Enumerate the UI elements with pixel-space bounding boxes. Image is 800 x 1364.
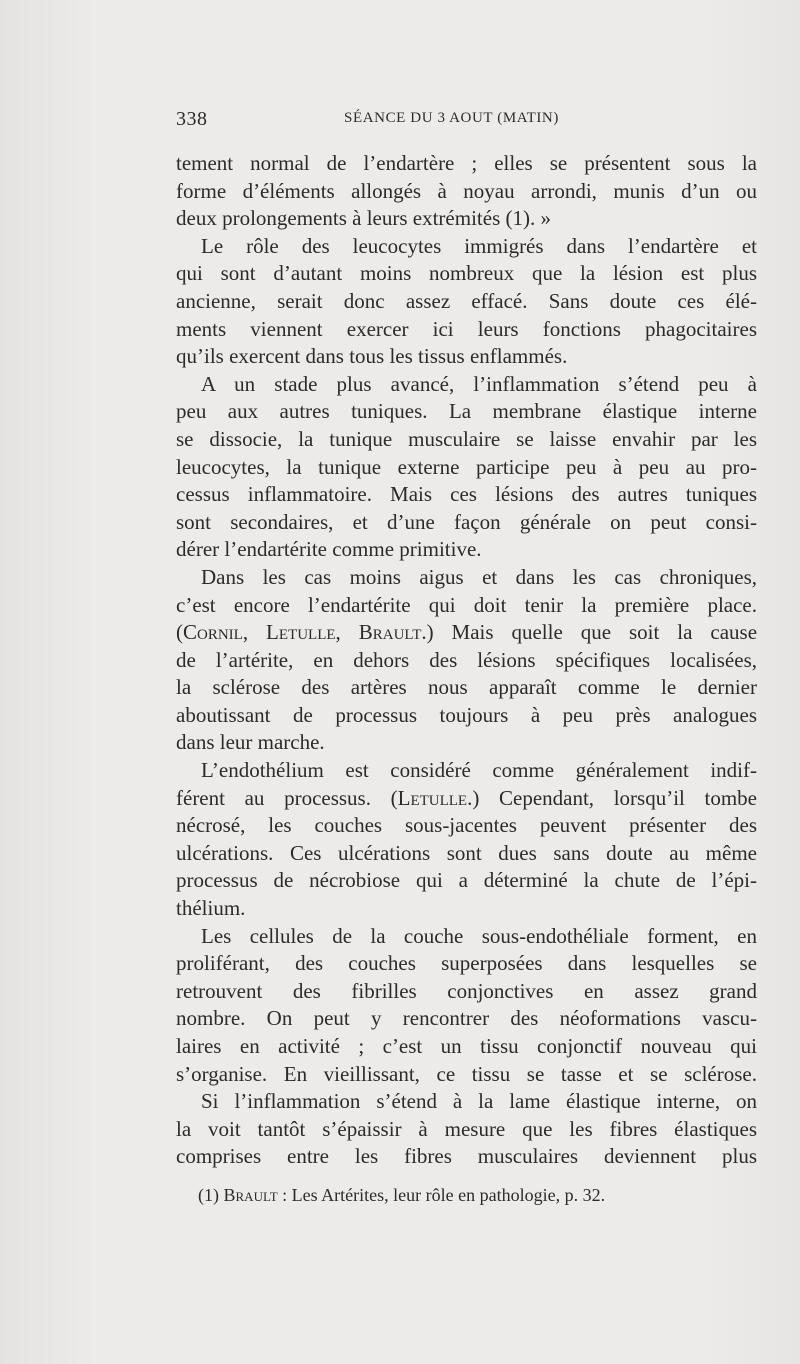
text-line: aboutissant de processus toujours à peu près analogues	[176, 702, 757, 727]
page-number: 338	[176, 108, 208, 130]
text-line: ments viennent exercer ici leurs fonctions phagocitaires	[176, 316, 757, 341]
text-line: tement normal de l’endartère ; elles se présentent sous la	[176, 151, 757, 175]
text-line: sont secondaires, et d’une façon générale on peut consi-	[176, 509, 757, 534]
text-fragment: .) Mais quelle que soit la cause	[421, 620, 758, 645]
paragraph-start-line: Dans les cas moins aigus et dans les cas chroniques,	[201, 564, 757, 589]
text-line: nombre. On peut y rencontrer des néoformations vascu-	[176, 1006, 757, 1031]
text-line: dérer l’endartérite comme primitive.	[176, 537, 482, 562]
text-line: la voit tantôt s’épaissir à mesure que les fibres élastiques	[176, 1116, 757, 1141]
text-line: ancienne, serait donc assez effacé. Sans doute ces élé-	[176, 288, 757, 313]
text-line: laires en activité ; c’est un tissu conjonctif nouveau qui	[176, 1034, 757, 1058]
text-line: proliférant, des couches superposées dans lesquelles se	[176, 951, 757, 976]
text-fragment: ,	[335, 620, 359, 645]
text-line-with-author	[176, 785, 757, 813]
text-line: deux prolongements à leurs extrémités (1). »	[176, 206, 551, 231]
text-line: leucocytes, la tunique externe participe peu à peu au pro-	[176, 454, 757, 479]
text-line: s’organise. En vieillissant, ce tissu se tasse et se sclérose.	[176, 1061, 757, 1086]
body-text	[176, 150, 757, 1171]
text-line: dans leur marche.	[176, 730, 325, 755]
paragraph-start-line: Si l’inflammation s’étend à la lame élastique interne, on	[201, 1089, 757, 1114]
text-fragment: ,	[242, 620, 267, 645]
footnote-text: : Les Artérites, leur rôle en pathologie, p. 32.	[277, 1185, 606, 1205]
text-line: de l’artérite, en dehors des lésions spécifiques localisées,	[176, 647, 757, 672]
text-line: processus de nécrobiose qui a déterminé la chute de l’épi-	[176, 868, 757, 893]
text-line: ulcérations. Ces ulcérations sont dues sans doute au même	[176, 840, 757, 865]
text-line: peu aux autres tuniques. La membrane élastique interne	[176, 399, 757, 424]
page-header	[176, 108, 756, 136]
paragraph-start-line: Le rôle des leucocytes immigrés dans l’endartère et	[201, 233, 757, 258]
author-name: Cornil	[183, 620, 243, 645]
footnote-author: Brault	[223, 1185, 278, 1205]
text-fragment: .) Cependant, lorsqu’il tombe	[467, 785, 757, 810]
paragraph-start-line: Les cellules de la couche sous-endothéliale forment, en	[201, 923, 757, 948]
text-line: thélium.	[176, 896, 246, 921]
footnote-marker: (1)	[198, 1185, 219, 1205]
text-line: comprises entre les fibres musculaires deviennent plus	[176, 1144, 757, 1169]
text-line: la sclérose des artères nous apparaît comme le dernier	[176, 675, 757, 700]
text-line: forme d’éléments allongés à noyau arrondi, munis d’un ou	[176, 178, 757, 203]
text-line: nécrosé, les couches sous-jacentes peuvent présenter des	[176, 813, 757, 838]
author-name: Brault	[358, 620, 422, 645]
footnote	[198, 1185, 605, 1206]
author-name: Letulle	[266, 620, 336, 645]
text-line: qui sont d’autant moins nombreux que la lésion est plus	[176, 261, 757, 286]
paragraph-start-line: L’endothélium est considéré comme généralement indif-	[201, 758, 757, 783]
text-line: se dissocie, la tunique musculaire se laisse envahir par les	[176, 426, 757, 451]
paragraph-start-line: A un stade plus avancé, l’inflammation s’étend peu à	[201, 371, 757, 396]
running-head: SÉANCE DU 3 AOUT (MATIN)	[344, 110, 559, 126]
text-line: c’est encore l’endartérite qui doit tenir la première place.	[176, 592, 757, 617]
text-line: cessus inflammatoire. Mais ces lésions des autres tuniques	[176, 482, 757, 507]
author-name: Letulle	[397, 785, 468, 810]
text-fragment: férent au processus. (	[176, 785, 398, 810]
text-fragment: (	[176, 620, 183, 645]
text-line: retrouvent des fibrilles conjonctives en assez grand	[176, 978, 757, 1003]
text-line: qu’ils exercent dans tous les tissus enflammés.	[176, 344, 568, 369]
text-line-with-authors	[176, 619, 757, 647]
